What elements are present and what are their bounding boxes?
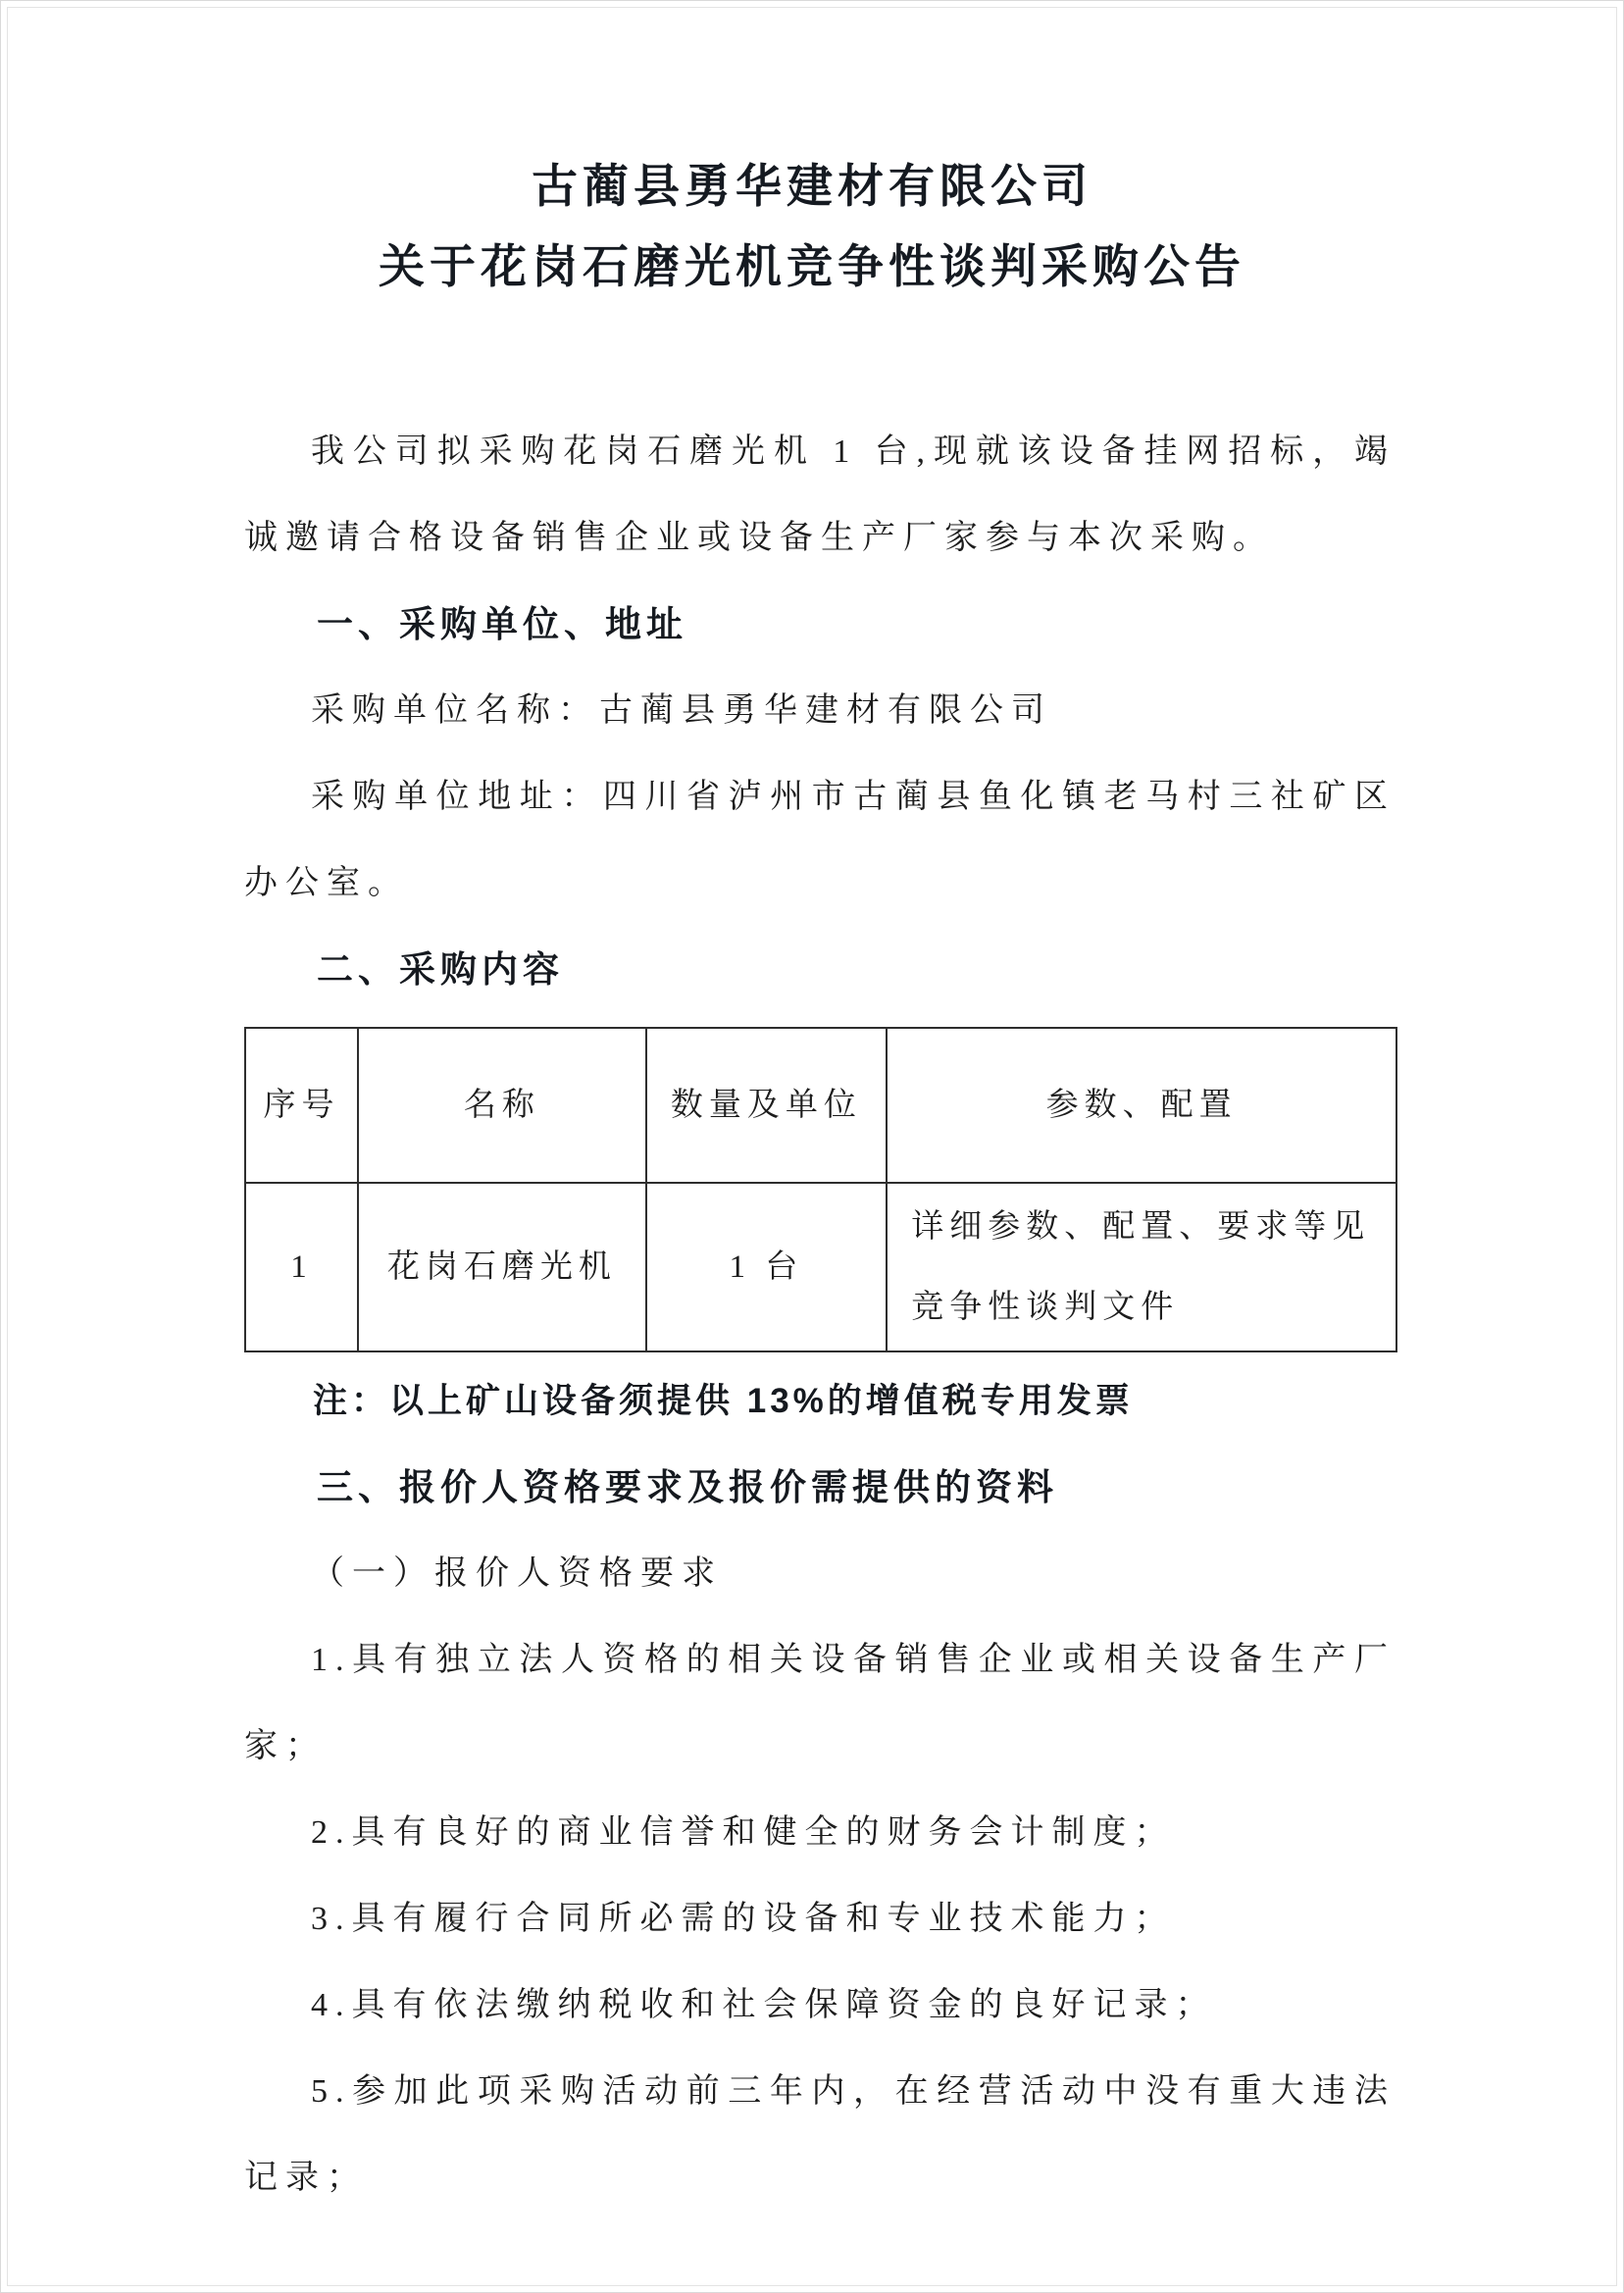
title-line-2: 关于花岗石磨光机竞争性谈判采购公告 <box>379 240 1245 292</box>
section1-heading: 一、采购单位、地址 <box>317 604 687 644</box>
requirement-item-3: 3.具有履行合同所必需的设备和专业技术能力； <box>311 1901 1176 1937</box>
column-header-quantity: 数量及单位 <box>646 1028 888 1183</box>
requirement-item-1: 1.具有独立法人资格的相关设备销售企业或相关设备生产厂家； <box>244 1642 1396 1764</box>
document-title <box>1 1 1623 307</box>
table-row <box>245 1183 1396 1351</box>
purchaser-address-line: 采购单位地址：四川省泸州市古蔺县鱼化镇老马村三社矿区办公室。 <box>244 779 1396 901</box>
requirement-item-5: 5.参加此项采购活动前三年内，在经营活动中没有重大违法记录； <box>244 2073 1396 2196</box>
table-header-row <box>245 1028 1396 1183</box>
cell-index: 1 <box>245 1183 358 1351</box>
requirement-item-2: 2.具有良好的商业信誉和健全的财务会计制度； <box>311 1814 1176 1851</box>
cell-quantity: 1 台 <box>646 1183 888 1351</box>
procurement-items-table <box>244 1027 1397 1352</box>
column-header-index: 序号 <box>245 1028 358 1183</box>
section2-heading: 二、采购内容 <box>317 949 564 990</box>
section3-subheading: （一）报价人资格要求 <box>311 1555 723 1592</box>
table-body <box>245 1183 1396 1351</box>
purchaser-name-line: 采购单位名称：古蔺县勇华建材有限公司 <box>311 692 1052 729</box>
column-header-name: 名称 <box>358 1028 646 1183</box>
requirement-item-4: 4.具有依法缴纳税收和社会保障资金的良好记录； <box>311 1987 1217 2023</box>
cell-params: 详细参数、配置、要求等见竞争性谈判文件 <box>887 1183 1396 1351</box>
title-line-1: 古蔺县勇华建材有限公司 <box>532 160 1092 212</box>
document-body <box>244 409 1396 2221</box>
cell-name: 花岗石磨光机 <box>358 1183 646 1351</box>
section3-heading: 三、报价人资格要求及报价需提供的资料 <box>317 1467 1058 1507</box>
table-head <box>245 1028 1396 1183</box>
column-header-params: 参数、配置 <box>887 1028 1396 1183</box>
tax-invoice-note: 注：以上矿山设备须提供 13%的增值税专用发票 <box>313 1382 1134 1420</box>
intro-paragraph: 我公司拟采购花岗石磨光机 1 台,现就该设备挂网招标，竭诚邀请合格设备销售企业或设备生产厂家参与本次采购。 <box>244 433 1396 556</box>
